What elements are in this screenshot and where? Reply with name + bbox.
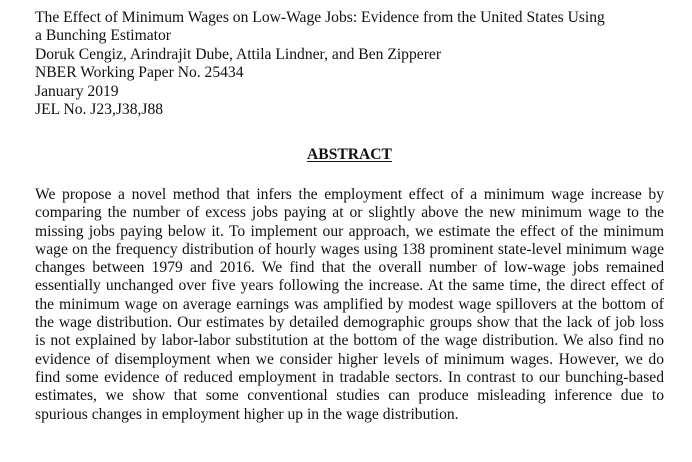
- abstract-heading-container: [0, 146, 692, 164]
- authors: Doruk Cengiz, Arindrajit Dube, Attila Lindner, and Ben Zipperer: [35, 45, 442, 63]
- abstract-text: We propose a novel method that infers the employment effect of a minimum wage increase by comparing the number of excess jobs paying at or slightly above the new minimum wage to the missing jobs paying below it. To implement our approach, we estimate the effect of the minimum wage on the frequency distribution of hourly wages using 138 prominent state-level minimum wage changes between 1979 and 2016. We find that the overall number of low-wage jobs remained essentially unchanged over five years following the increase. At the same time, the direct effect of the minimum wage on average earnings was amplified by modest wage spillovers at the bottom of the wage distribution. Our estimates by detailed demographic groups show that the lack of job loss is not explained by labor-labor substitution at the bottom of the wage distribution. We also find no evidence of disemployment when we consider higher levels of minimum wages. However, we do find some evidence of reduced employment in tradable sectors. In contrast to our bunching-based estimates, we show that some conventional studies can produce misleading inference due to spurious changes in employment higher up in the wage distribution.: [35, 186, 664, 423]
- working-paper-number: NBER Working Paper No. 25434: [35, 64, 244, 82]
- abstract-heading: ABSTRACT: [307, 146, 392, 163]
- title-line-2: a Bunching Estimator: [35, 27, 171, 45]
- jel-codes: JEL No. J23,J38,J88: [35, 101, 164, 119]
- title-line-1: The Effect of Minimum Wages on Low-Wage Jobs: Evidence from the United States Using: [35, 9, 605, 26]
- paper-header: [35, 9, 675, 119]
- publication-date: January 2019: [35, 82, 119, 100]
